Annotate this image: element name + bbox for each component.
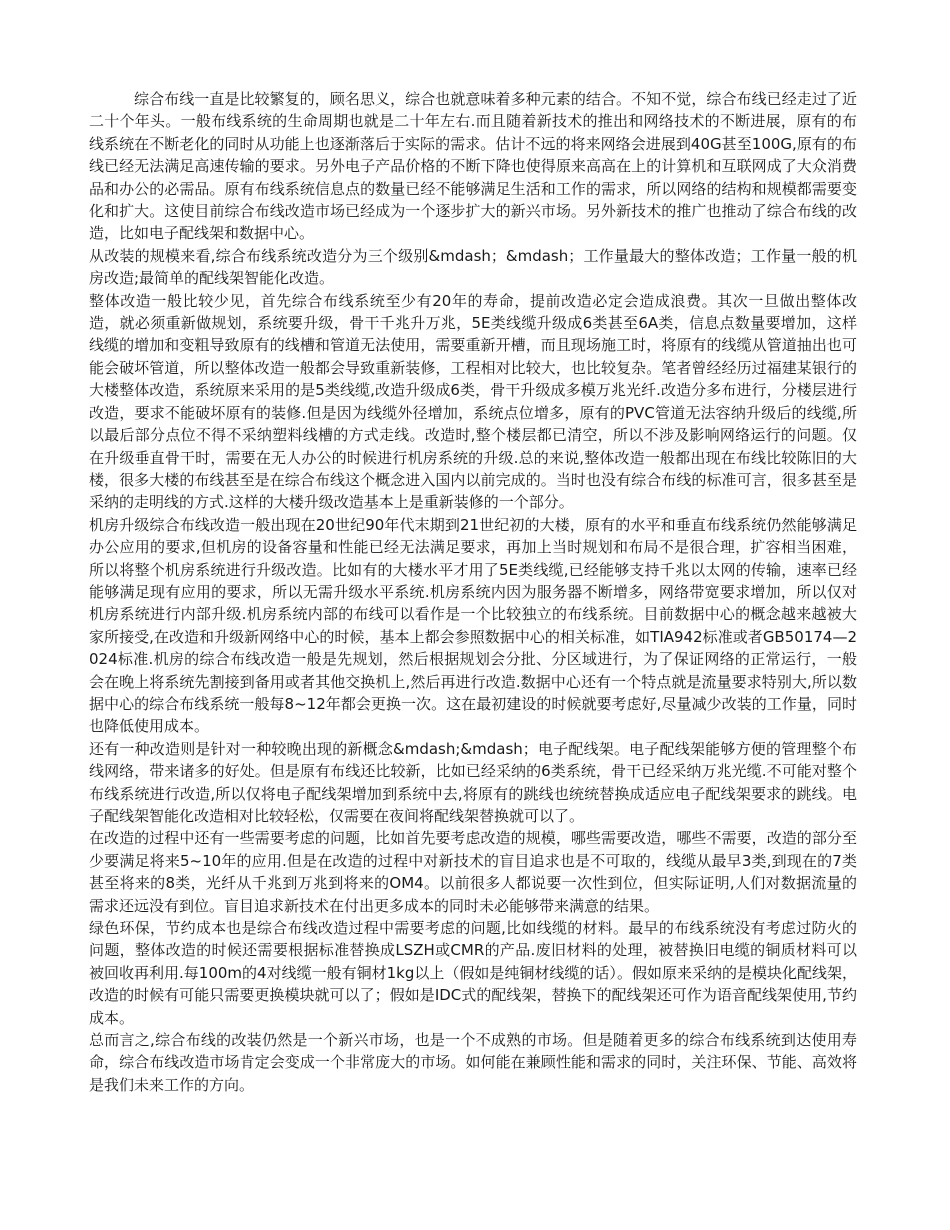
paragraph-full-renovation: 整体改造一般比较少见，首先综合布线系统至少有20年的寿命，提前改造必定会造成浪费。其次一旦做出整体改造，就必须重新做规划，系统要升级，骨干千兆升万兆，5E类线缆升级成6类甚至6A类，信息点数量要增加，这样线缆的增加和变粗导致原有的线槽和管道无法使用，需要重新开槽，而且现场施工时，将原有的线缆从管道抽出也可能会破坏管道，所以整体改造一般都会导致重新装修，工程相对比较大，也比较复杂。笔者曾经经历过福建某银行的大楼整体改造，系统原来采用的是5类线缆,改造升级成6类，骨干升级成多模万兆光纤.改造分多布进行，分楼层进行改造，要求不能破坏原有的装修.但是因为线缆外径增加，系统点位增多，原有的PVC管道无法容纳升级后的线缆,所以最后部分点位不得不采纳塑料线槽的方式走线。改造时,整个楼层都已清空，所以不涉及影响网络运行的问题。仅在升级垂直骨干时，需要在无人办公的时候进行机房系统的升级.总的来说,整体改造一般都出现在布线比较陈旧的大楼，很多大楼的布线甚至是在综合布线这个概念进入国内以前完成的。当时也没有综合布线的标准可言，很多甚至是采纳的走明线的方式.这样的大楼升级改造基本上是重新装修的一个部分。 <box>89 291 857 512</box>
paragraph-electronic-patch-panel: 还有一种改造则是针对一种较晚出现的新概念&mdash;&mdash；电子配线架。电子配线架能够方便的管理整个布线网络，带来诸多的好处。但是原有布线还比较新，比如已经采纳的6类系统，骨干已经采纳万兆光缆.不可能对整个布线系统进行改造,所以仅将电子配线架增加到系统中去,将原有的跳线也统统替换成适应电子配线架要求的跳线。电子配线架智能化改造相对比较轻松，仅需要在夜间将配线架替换就可以了。 <box>89 739 857 825</box>
paragraph-intro: 综合布线一直是比较繁复的，顾名思义，综合也就意味着多种元素的结合。不知不觉，综合布线已经走过了近二十个年头。一般布线系统的生命周期也就是二十年左右.而且随着新技术的推出和网络技术的不断进展，原有的布线系统在不断老化的同时从功能上也逐渐落后于实际的需求。估计不远的将来网络会进展到40G甚至100G,原有的布线已经无法满足高速传输的要求。另外电子产品价格的不断下降也使得原来高高在上的计算机和互联网成了大众消费品和办公的必需品。原有布线系统信息点的数量已经不能够满足生活和工作的需求，所以网络的结构和规模都需要变化和扩大。这使目前综合布线改造市场已经成为一个逐步扩大的新兴市场。另外新技术的推广也推动了综合布线的改造，比如电子配线架和数据中心。 <box>89 90 857 243</box>
paragraph-conclusion: 总而言之,综合布线的改装仍然是一个新兴市场，也是一个不成熟的市场。但是随着更多的综合布线系统到达使用寿命，综合布线改造市场肯定会变成一个非常庞大的市场。如何能在兼顾性能和需求的同时，关注环保、节能、高效将是我们未来工作的方向。 <box>89 1031 857 1094</box>
paragraph-machine-room-upgrade: 机房升级综合布线改造一般出现在20世纪90年代末期到21世纪初的大楼，原有的水平和垂直布线系统仍然能够满足办公应用的要求,但机房的设备容量和性能已经无法满足要求，再加上当时规划和布局不是很合理，扩容相当困难，所以将整个机房系统进行升级改造。比如有的大楼水平才用了5E类线缆,已经能够支持千兆以太网的传输，速率已经能够满足现有应用的要求，所以无需升级水平系统.机房系统内因为服务器不断增多，网络带宽要求增加，所以仅对机房系统进行内部升级.机房系统内部的布线可以看作是一个比较独立的布线系统。目前数据中心的概念越来越被大家所接受,在改造和升级新网络中心的时候，基本上都会参照数据中心的相关标准，如TIA942标准或者GB50174—2024标准.机房的综合布线改造一般是先规划，然后根据规划会分批、分区域进行，为了保证网络的正常运行，一般会在晚上将系统先割接到备用或者其他交换机上,然后再进行改造.数据中心还有一个特点就是流量要求特别大,所以数据中心的综合布线系统一般每8~12年都会更换一次。这在最初建设的时候就要考虑好,尽量减少改装的工作量，同时也降低使用成本。 <box>89 515 857 736</box>
paragraph-considerations: 在改造的过程中还有一些需要考虑的问题，比如首先要考虑改造的规模，哪些需要改造，哪些不需要，改造的部分至少要满足将来5~10年的应用.但是在改造的过程中对新技术的盲目追求也是不可取的，线缆从最早3类,到现在的7类甚至将来的8类，光纤从千兆到万兆到将来的OM4。以前很多人都说要一次性到位，但实际证明,人们对数据流量的需求还远没有到位。盲目追求新技术在付出更多成本的同时未必能够带来满意的结果。 <box>89 829 857 915</box>
document-body <box>89 88 857 1096</box>
paragraph-scale-levels: 从改装的规模来看,综合布线系统改造分为三个级别&mdash；&mdash；工作量最大的整体改造；工作量一般的机房改造;最简单的配线架智能化改造。 <box>89 246 857 288</box>
paragraph-green-environment: 绿色环保，节约成本也是综合布线改造过程中需要考虑的问题,比如线缆的材料。最早的布线系统没有考虑过防火的问题，整体改造的时候还需要根据标准替换成LSZH或CMR的产品.废旧材料的处理，被替换旧电缆的铜质材料可以被回收再利用.每100m的4对线缆一般有铜材1kg以上（假如是纯铜材线缆的话）。假如原来采纳的是模块化配线架，改造的时候有可能只需要更换模块就可以了；假如是IDC式的配线架，替换下的配线架还可作为语音配线架使用,节约成本。 <box>89 919 857 1027</box>
